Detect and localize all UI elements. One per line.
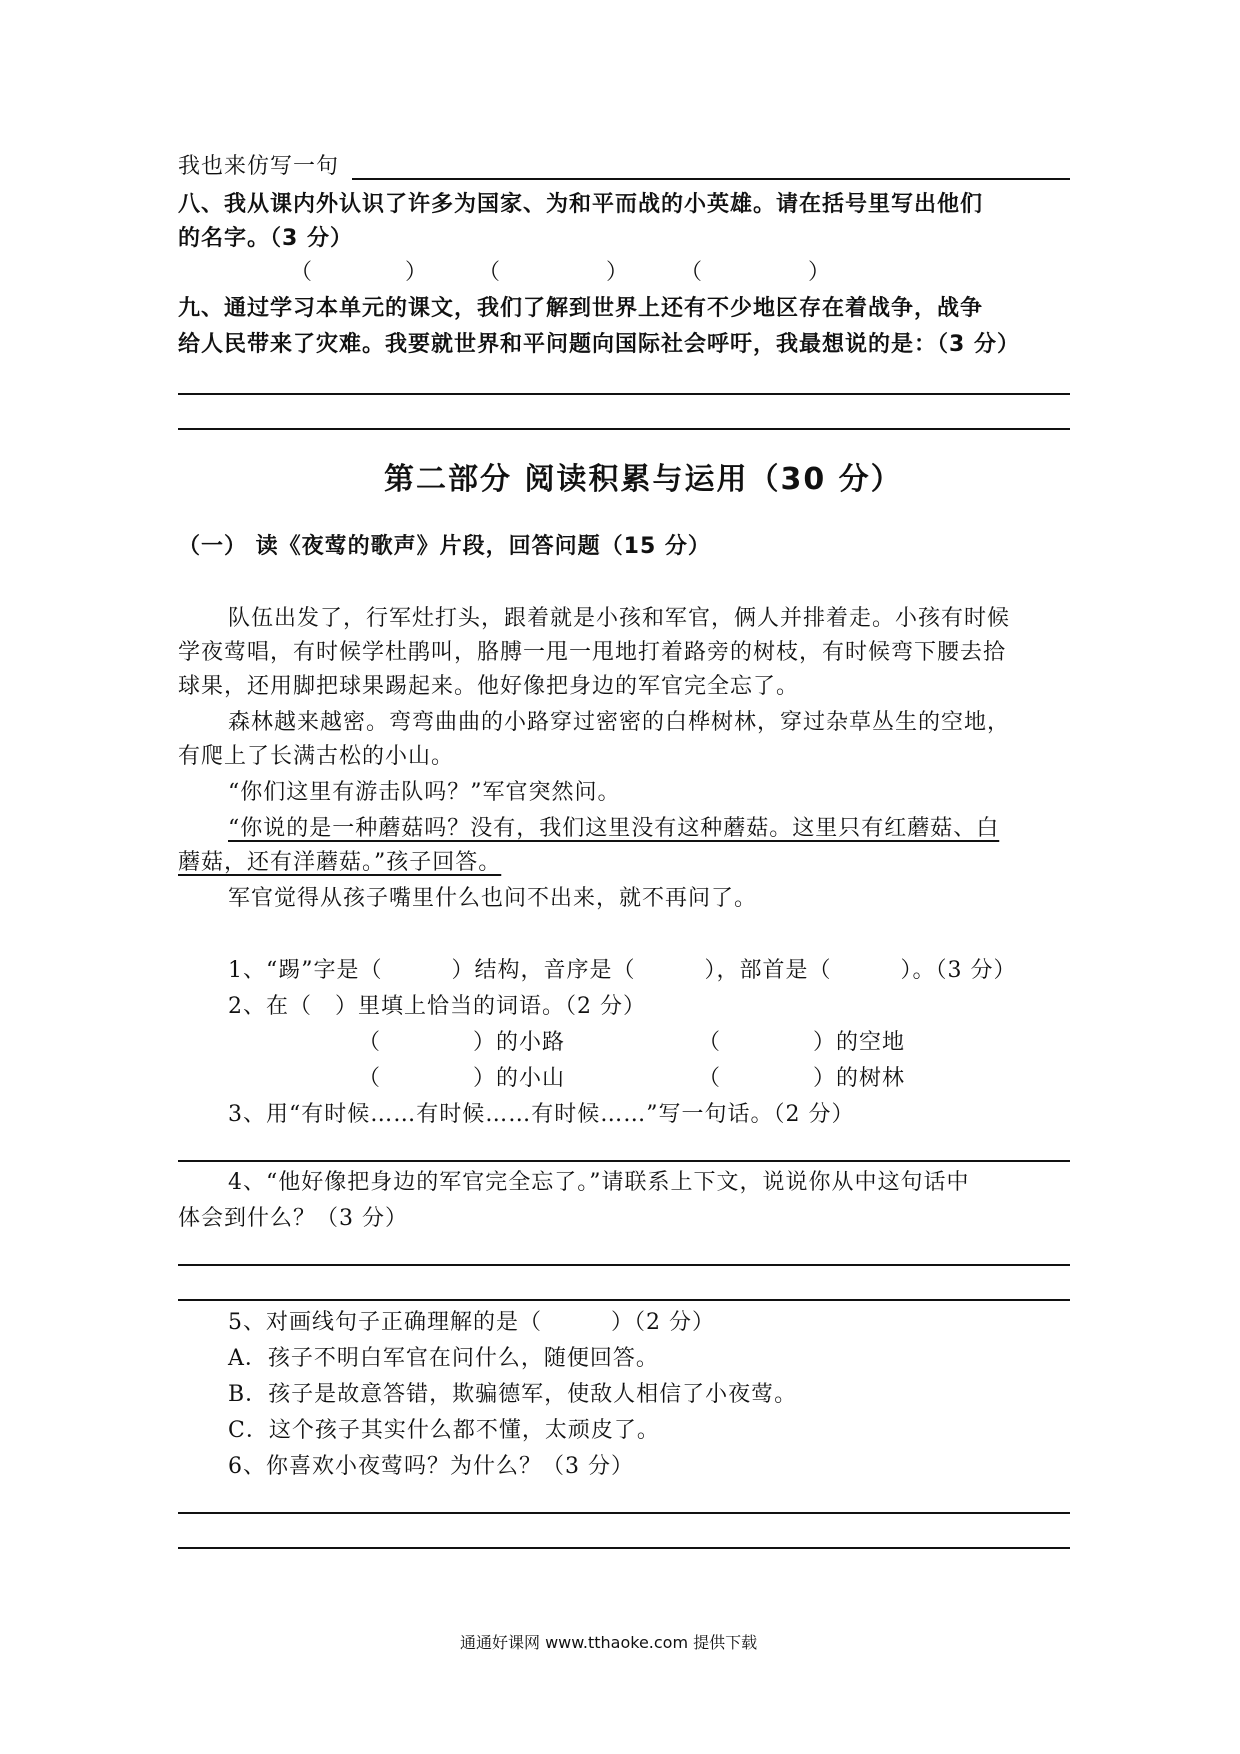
q8-blank-3-open[interactable]: （ xyxy=(680,260,704,285)
passage-p1-line2: 学夜莺唱，有时候学杜鹃叫，胳膊一甩一甩地打着路旁的树枝，有时候弯下腰去拾 xyxy=(178,640,1007,665)
passage-p2-line2: 有爬上了长满古松的小山。 xyxy=(178,744,455,769)
question-3-answer-line[interactable] xyxy=(178,1160,1070,1162)
part2-title: 第二部分 阅读积累与运用（30 分） xyxy=(384,462,903,497)
question-2-blank-b[interactable]: （ ）的空地 xyxy=(698,1030,906,1055)
passage-p2-line1: 森林越来越密。弯弯曲曲的小路穿过密密的白桦树林，穿过杂草丛生的空地， xyxy=(228,710,1011,735)
passage-p3: “你们这里有游击队吗？”军官突然问。 xyxy=(228,780,621,805)
question-1: 1、“踢”字是（ ）结构，音序是（ ），部首是（ ）。（3 分） xyxy=(228,958,1017,983)
question-5: 5、对画线句子正确理解的是（ ）（2 分） xyxy=(228,1310,715,1335)
q8-blank-3-close: ） xyxy=(808,260,832,285)
q8-blank-2-close: ） xyxy=(606,260,630,285)
question-6-answer-line-1[interactable] xyxy=(178,1512,1070,1514)
question-2: 2、在（ ）里填上恰当的词语。（2 分） xyxy=(228,994,646,1019)
question-6: 6、你喜欢小夜莺吗？为什么？（3 分） xyxy=(228,1454,634,1479)
question-2-blank-a[interactable]: （ ）的小路 xyxy=(358,1030,566,1055)
q9-answer-line-1[interactable] xyxy=(178,393,1070,395)
question-3: 3、用“有时候……有时候……有时候……”写一句话。（2 分） xyxy=(228,1102,855,1127)
question-5-option-b[interactable]: B．孩子是故意答错，欺骗德军，使敌人相信了小夜莺。 xyxy=(228,1382,798,1407)
passage-p1-line3: 球果，还用脚把球果踢起来。他好像把身边的军官完全忘了。 xyxy=(178,674,800,699)
question-2-blank-d[interactable]: （ ）的树林 xyxy=(698,1066,906,1091)
question-4-answer-line-1[interactable] xyxy=(178,1264,1070,1266)
q9-line1: 九、通过学习本单元的课文，我们了解到世界上还有不少地区存在着战争，战争 xyxy=(178,296,984,321)
question-6-answer-line-2[interactable] xyxy=(178,1547,1070,1549)
q8-blank-1-close: ） xyxy=(405,260,429,285)
footer-download-note: 通通好课网 www.tthaoke.com 提供下载 xyxy=(460,1633,758,1652)
q8-line2: 的名字。（3 分） xyxy=(178,226,353,251)
section1-title: （一） 读《夜莺的歌声》片段，回答问题（15 分） xyxy=(178,534,711,559)
imitation-prompt: 我也来仿写一句 xyxy=(178,154,340,179)
passage-p4-line1-underlined: “你说的是一种蘑菇吗？没有，我们这里没有这种蘑菇。这里只有红蘑菇、白 xyxy=(228,816,1000,841)
q9-line2: 给人民带来了灾难。我要就世界和平问题向国际社会呼吁，我最想说的是：（3 分） xyxy=(178,332,1020,357)
q8-blank-2-open[interactable]: （ xyxy=(478,260,502,285)
passage-p5: 军官觉得从孩子嘴里什么也问不出来，就不再问了。 xyxy=(228,886,758,911)
question-5-option-c[interactable]: C．这个孩子其实什么都不懂，太顽皮了。 xyxy=(228,1418,660,1443)
passage-p4-line2-underlined: 蘑菇，还有洋蘑菇。”孩子回答。 xyxy=(178,850,502,875)
question-5-option-a[interactable]: A．孩子不明白军官在问什么，随便回答。 xyxy=(228,1346,659,1371)
question-4-line2: 体会到什么？（3 分） xyxy=(178,1206,408,1231)
q8-line1: 八、我从课内外认识了许多为国家、为和平而战的小英雄。请在括号里写出他们 xyxy=(178,192,984,217)
question-4-line1: 4、“他好像把身边的军官完全忘了。”请联系上下文，说说你从中这句话中 xyxy=(228,1170,970,1195)
passage-p1-line1: 队伍出发了，行军灶打头，跟着就是小孩和军官，俩人并排着走。小孩有时候 xyxy=(228,606,1011,631)
q8-blank-1-open[interactable]: （ xyxy=(290,260,314,285)
question-2-blank-c[interactable]: （ ）的小山 xyxy=(358,1066,566,1091)
imitation-answer-line[interactable] xyxy=(352,178,1070,180)
q9-answer-line-2[interactable] xyxy=(178,428,1070,430)
question-4-answer-line-2[interactable] xyxy=(178,1299,1070,1301)
